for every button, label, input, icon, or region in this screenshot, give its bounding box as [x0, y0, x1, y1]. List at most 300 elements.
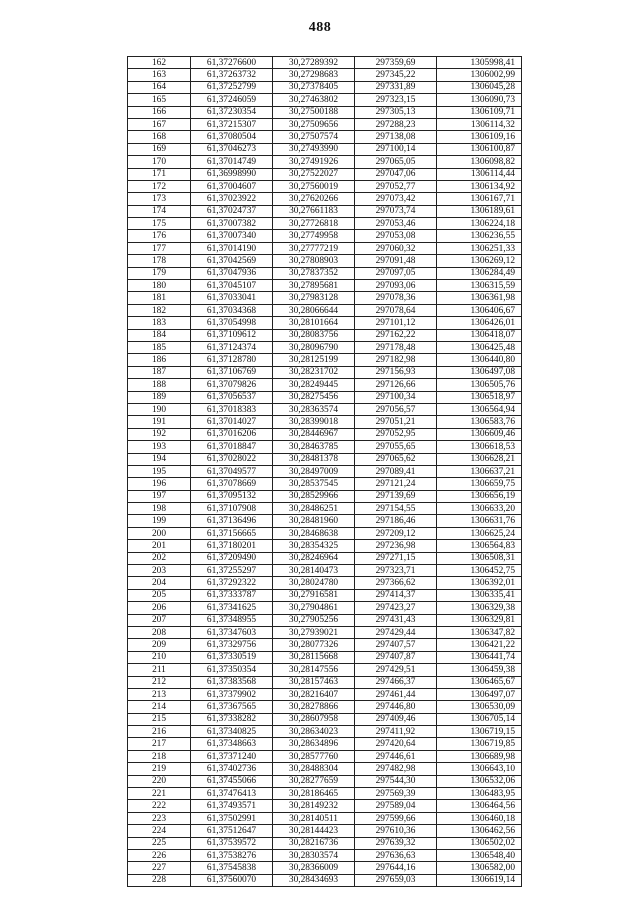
- point-number-cell: 223: [128, 812, 191, 824]
- y-coordinate-cell: 1306347,82: [437, 626, 522, 638]
- longitude-cell: 30,28446967: [273, 428, 355, 440]
- latitude-cell: 61,37014190: [191, 242, 273, 254]
- longitude-cell: 30,28488304: [273, 763, 355, 775]
- y-coordinate-cell: 1306114,44: [437, 168, 522, 180]
- x-coordinate-cell: 297544,30: [355, 775, 437, 787]
- y-coordinate-cell: 1306045,28: [437, 81, 522, 93]
- page-bottom-edge: [0, 900, 640, 901]
- table-row: [128, 478, 522, 490]
- point-number-cell: 227: [128, 862, 191, 874]
- latitude-cell: 61,37106769: [191, 366, 273, 378]
- y-coordinate-cell: 1306167,71: [437, 193, 522, 205]
- longitude-cell: 30,28216736: [273, 837, 355, 849]
- table-row: [128, 589, 522, 601]
- x-coordinate-cell: 297331,89: [355, 81, 437, 93]
- longitude-cell: 30,27983128: [273, 292, 355, 304]
- point-number-cell: 203: [128, 565, 191, 577]
- table-row: [128, 304, 522, 316]
- latitude-cell: 61,37292322: [191, 577, 273, 589]
- longitude-cell: 30,27509656: [273, 118, 355, 130]
- y-coordinate-cell: 1306329,38: [437, 602, 522, 614]
- point-number-cell: 193: [128, 441, 191, 453]
- x-coordinate-cell: 297178,48: [355, 341, 437, 353]
- longitude-cell: 30,28303574: [273, 850, 355, 862]
- latitude-cell: 61,37042569: [191, 255, 273, 267]
- point-number-cell: 208: [128, 626, 191, 638]
- x-coordinate-cell: 297089,41: [355, 465, 437, 477]
- table-row: [128, 267, 522, 279]
- y-coordinate-cell: 1306462,56: [437, 825, 522, 837]
- table-row: [128, 565, 522, 577]
- latitude-cell: 61,37330519: [191, 651, 273, 663]
- longitude-cell: 30,27620266: [273, 193, 355, 205]
- longitude-cell: 30,28607958: [273, 713, 355, 725]
- x-coordinate-cell: 297599,66: [355, 812, 437, 824]
- latitude-cell: 61,37180201: [191, 540, 273, 552]
- longitude-cell: 30,28101664: [273, 317, 355, 329]
- longitude-cell: 30,28278866: [273, 701, 355, 713]
- table-row: [128, 403, 522, 415]
- x-coordinate-cell: 297053,46: [355, 218, 437, 230]
- table-row: [128, 366, 522, 378]
- y-coordinate-cell: 1306483,95: [437, 788, 522, 800]
- table-row: [128, 354, 522, 366]
- table-row: [128, 726, 522, 738]
- latitude-cell: 61,37049577: [191, 465, 273, 477]
- y-coordinate-cell: 1306659,75: [437, 478, 522, 490]
- y-coordinate-cell: 1306619,14: [437, 874, 522, 886]
- table-row: [128, 341, 522, 353]
- latitude-cell: 61,37230354: [191, 106, 273, 118]
- table-row: [128, 441, 522, 453]
- longitude-cell: 30,28529966: [273, 490, 355, 502]
- point-number-cell: 165: [128, 94, 191, 106]
- x-coordinate-cell: 297093,06: [355, 280, 437, 292]
- longitude-cell: 30,27493990: [273, 143, 355, 155]
- y-coordinate-cell: 1306452,75: [437, 565, 522, 577]
- latitude-cell: 61,37095132: [191, 490, 273, 502]
- point-number-cell: 214: [128, 701, 191, 713]
- point-number-cell: 174: [128, 205, 191, 217]
- latitude-cell: 61,37136496: [191, 515, 273, 527]
- latitude-cell: 61,37007340: [191, 230, 273, 242]
- longitude-cell: 30,28577760: [273, 750, 355, 762]
- table-row: [128, 94, 522, 106]
- table-row: [128, 676, 522, 688]
- x-coordinate-cell: 297659,03: [355, 874, 437, 886]
- longitude-cell: 30,27491926: [273, 156, 355, 168]
- x-coordinate-cell: 297100,34: [355, 391, 437, 403]
- longitude-cell: 30,27726818: [273, 218, 355, 230]
- x-coordinate-cell: 297359,69: [355, 57, 437, 69]
- longitude-cell: 30,28147556: [273, 664, 355, 676]
- latitude-cell: 61,37034368: [191, 304, 273, 316]
- point-number-cell: 224: [128, 825, 191, 837]
- longitude-cell: 30,28634023: [273, 726, 355, 738]
- point-number-cell: 182: [128, 304, 191, 316]
- latitude-cell: 61,37402736: [191, 763, 273, 775]
- point-number-cell: 175: [128, 218, 191, 230]
- y-coordinate-cell: 1306633,20: [437, 503, 522, 515]
- latitude-cell: 61,37109612: [191, 329, 273, 341]
- latitude-cell: 61,37347603: [191, 626, 273, 638]
- y-coordinate-cell: 1306090,73: [437, 94, 522, 106]
- y-coordinate-cell: 1306406,67: [437, 304, 522, 316]
- x-coordinate-cell: 297644,16: [355, 862, 437, 874]
- table-row: [128, 242, 522, 254]
- y-coordinate-cell: 1306100,87: [437, 143, 522, 155]
- latitude-cell: 61,37276600: [191, 57, 273, 69]
- table-row: [128, 143, 522, 155]
- latitude-cell: 61,37054998: [191, 317, 273, 329]
- point-number-cell: 187: [128, 366, 191, 378]
- point-number-cell: 168: [128, 131, 191, 143]
- x-coordinate-cell: 297429,51: [355, 664, 437, 676]
- x-coordinate-cell: 297639,32: [355, 837, 437, 849]
- y-coordinate-cell: 1306460,18: [437, 812, 522, 824]
- y-coordinate-cell: 1306564,83: [437, 540, 522, 552]
- longitude-cell: 30,28115668: [273, 651, 355, 663]
- x-coordinate-cell: 297323,15: [355, 94, 437, 106]
- latitude-cell: 61,37246059: [191, 94, 273, 106]
- x-coordinate-cell: 297461,44: [355, 688, 437, 700]
- longitude-cell: 30,28463785: [273, 441, 355, 453]
- x-coordinate-cell: 297056,57: [355, 403, 437, 415]
- table-row: [128, 193, 522, 205]
- longitude-cell: 30,27507574: [273, 131, 355, 143]
- latitude-cell: 61,37255297: [191, 565, 273, 577]
- longitude-cell: 30,28024780: [273, 577, 355, 589]
- x-coordinate-cell: 297345,22: [355, 69, 437, 81]
- table-row: [128, 81, 522, 93]
- y-coordinate-cell: 1306440,80: [437, 354, 522, 366]
- y-coordinate-cell: 1306418,07: [437, 329, 522, 341]
- x-coordinate-cell: 297305,13: [355, 106, 437, 118]
- latitude-cell: 61,37476413: [191, 788, 273, 800]
- table-row: [128, 69, 522, 81]
- longitude-cell: 30,27905256: [273, 614, 355, 626]
- x-coordinate-cell: 297271,15: [355, 552, 437, 564]
- y-coordinate-cell: 1306114,32: [437, 118, 522, 130]
- x-coordinate-cell: 297409,46: [355, 713, 437, 725]
- point-number-cell: 171: [128, 168, 191, 180]
- latitude-cell: 61,37348663: [191, 738, 273, 750]
- x-coordinate-cell: 297097,05: [355, 267, 437, 279]
- latitude-cell: 61,37333787: [191, 589, 273, 601]
- table-row: [128, 738, 522, 750]
- longitude-cell: 30,28634896: [273, 738, 355, 750]
- latitude-cell: 61,36998990: [191, 168, 273, 180]
- table-row: [128, 391, 522, 403]
- y-coordinate-cell: 1306098,82: [437, 156, 522, 168]
- y-coordinate-cell: 1306224,18: [437, 218, 522, 230]
- x-coordinate-cell: 297446,61: [355, 750, 437, 762]
- x-coordinate-cell: 297236,98: [355, 540, 437, 552]
- x-coordinate-cell: 297154,55: [355, 503, 437, 515]
- latitude-cell: 61,37329756: [191, 639, 273, 651]
- longitude-cell: 30,28354325: [273, 540, 355, 552]
- point-number-cell: 192: [128, 428, 191, 440]
- x-coordinate-cell: 297610,36: [355, 825, 437, 837]
- x-coordinate-cell: 297323,71: [355, 565, 437, 577]
- x-coordinate-cell: 297186,46: [355, 515, 437, 527]
- point-number-cell: 204: [128, 577, 191, 589]
- y-coordinate-cell: 1306582,00: [437, 862, 522, 874]
- point-number-cell: 176: [128, 230, 191, 242]
- longitude-cell: 30,28066644: [273, 304, 355, 316]
- x-coordinate-cell: 297065,05: [355, 156, 437, 168]
- table-row: [128, 255, 522, 267]
- point-number-cell: 220: [128, 775, 191, 787]
- latitude-cell: 61,37350354: [191, 664, 273, 676]
- latitude-cell: 61,37047936: [191, 267, 273, 279]
- table-row: [128, 639, 522, 651]
- point-number-cell: 191: [128, 416, 191, 428]
- latitude-cell: 61,37512647: [191, 825, 273, 837]
- y-coordinate-cell: 1306392,01: [437, 577, 522, 589]
- x-coordinate-cell: 297065,62: [355, 453, 437, 465]
- latitude-cell: 61,37209490: [191, 552, 273, 564]
- longitude-cell: 30,28144423: [273, 825, 355, 837]
- point-number-cell: 207: [128, 614, 191, 626]
- longitude-cell: 30,27661183: [273, 205, 355, 217]
- y-coordinate-cell: 1306631,76: [437, 515, 522, 527]
- point-number-cell: 195: [128, 465, 191, 477]
- y-coordinate-cell: 1306459,38: [437, 664, 522, 676]
- longitude-cell: 30,27904861: [273, 602, 355, 614]
- latitude-cell: 61,37338282: [191, 713, 273, 725]
- longitude-cell: 30,27777219: [273, 242, 355, 254]
- latitude-cell: 61,37046273: [191, 143, 273, 155]
- y-coordinate-cell: 1306689,98: [437, 750, 522, 762]
- longitude-cell: 30,28140511: [273, 812, 355, 824]
- table-row: [128, 664, 522, 676]
- point-number-cell: 169: [128, 143, 191, 155]
- point-number-cell: 222: [128, 800, 191, 812]
- latitude-cell: 61,37014027: [191, 416, 273, 428]
- point-number-cell: 181: [128, 292, 191, 304]
- x-coordinate-cell: 297431,43: [355, 614, 437, 626]
- latitude-cell: 61,37252799: [191, 81, 273, 93]
- y-coordinate-cell: 1306502,02: [437, 837, 522, 849]
- x-coordinate-cell: 297589,04: [355, 800, 437, 812]
- latitude-cell: 61,37348955: [191, 614, 273, 626]
- x-coordinate-cell: 297073,74: [355, 205, 437, 217]
- point-number-cell: 209: [128, 639, 191, 651]
- table-row: [128, 812, 522, 824]
- x-coordinate-cell: 297162,22: [355, 329, 437, 341]
- latitude-cell: 61,37379902: [191, 688, 273, 700]
- longitude-cell: 30,27522027: [273, 168, 355, 180]
- latitude-cell: 61,37024737: [191, 205, 273, 217]
- table-row: [128, 428, 522, 440]
- point-number-cell: 210: [128, 651, 191, 663]
- point-number-cell: 217: [128, 738, 191, 750]
- longitude-cell: 30,28096790: [273, 341, 355, 353]
- point-number-cell: 184: [128, 329, 191, 341]
- table-row: [128, 317, 522, 329]
- y-coordinate-cell: 1306548,40: [437, 850, 522, 862]
- point-number-cell: 188: [128, 379, 191, 391]
- table-row: [128, 701, 522, 713]
- longitude-cell: 30,27749958: [273, 230, 355, 242]
- coordinates-table: [127, 56, 522, 887]
- table-row: [128, 453, 522, 465]
- point-number-cell: 199: [128, 515, 191, 527]
- table-row: [128, 292, 522, 304]
- point-number-cell: 185: [128, 341, 191, 353]
- longitude-cell: 30,28157463: [273, 676, 355, 688]
- x-coordinate-cell: 297288,23: [355, 118, 437, 130]
- x-coordinate-cell: 297126,66: [355, 379, 437, 391]
- table-row: [128, 750, 522, 762]
- longitude-cell: 30,28246964: [273, 552, 355, 564]
- x-coordinate-cell: 297121,24: [355, 478, 437, 490]
- point-number-cell: 219: [128, 763, 191, 775]
- longitude-cell: 30,28366009: [273, 862, 355, 874]
- table-row: [128, 602, 522, 614]
- x-coordinate-cell: 297156,93: [355, 366, 437, 378]
- latitude-cell: 61,37056537: [191, 391, 273, 403]
- table-row: [128, 280, 522, 292]
- table-row: [128, 515, 522, 527]
- table-row: [128, 577, 522, 589]
- x-coordinate-cell: 297078,36: [355, 292, 437, 304]
- point-number-cell: 162: [128, 57, 191, 69]
- table-row: [128, 800, 522, 812]
- point-number-cell: 177: [128, 242, 191, 254]
- x-coordinate-cell: 297636,63: [355, 850, 437, 862]
- point-number-cell: 212: [128, 676, 191, 688]
- longitude-cell: 30,28277659: [273, 775, 355, 787]
- y-coordinate-cell: 1306002,99: [437, 69, 522, 81]
- y-coordinate-cell: 1306109,71: [437, 106, 522, 118]
- y-coordinate-cell: 1306269,12: [437, 255, 522, 267]
- table-row: [128, 825, 522, 837]
- table-row: [128, 552, 522, 564]
- y-coordinate-cell: 1306643,10: [437, 763, 522, 775]
- point-number-cell: 221: [128, 788, 191, 800]
- y-coordinate-cell: 1306284,49: [437, 267, 522, 279]
- page-number: 488: [308, 20, 332, 35]
- longitude-cell: 30,28249445: [273, 379, 355, 391]
- point-number-cell: 213: [128, 688, 191, 700]
- latitude-cell: 61,37018847: [191, 441, 273, 453]
- x-coordinate-cell: 297569,39: [355, 788, 437, 800]
- y-coordinate-cell: 1306109,16: [437, 131, 522, 143]
- table-row: [128, 416, 522, 428]
- table-row: [128, 180, 522, 192]
- longitude-cell: 30,28231702: [273, 366, 355, 378]
- x-coordinate-cell: 297182,98: [355, 354, 437, 366]
- longitude-cell: 30,28186465: [273, 788, 355, 800]
- y-coordinate-cell: 1306625,24: [437, 527, 522, 539]
- longitude-cell: 30,28468638: [273, 527, 355, 539]
- latitude-cell: 61,37124374: [191, 341, 273, 353]
- latitude-cell: 61,37018383: [191, 403, 273, 415]
- point-number-cell: 200: [128, 527, 191, 539]
- latitude-cell: 61,37128780: [191, 354, 273, 366]
- latitude-cell: 61,37215307: [191, 118, 273, 130]
- x-coordinate-cell: 297053,08: [355, 230, 437, 242]
- y-coordinate-cell: 1306497,07: [437, 688, 522, 700]
- y-coordinate-cell: 1306251,33: [437, 242, 522, 254]
- longitude-cell: 30,28497009: [273, 465, 355, 477]
- y-coordinate-cell: 1306315,59: [437, 280, 522, 292]
- longitude-cell: 30,28481378: [273, 453, 355, 465]
- point-number-cell: 206: [128, 602, 191, 614]
- point-number-cell: 205: [128, 589, 191, 601]
- y-coordinate-cell: 1306530,09: [437, 701, 522, 713]
- latitude-cell: 61,37538276: [191, 850, 273, 862]
- longitude-cell: 30,28537545: [273, 478, 355, 490]
- point-number-cell: 196: [128, 478, 191, 490]
- table-row: [128, 788, 522, 800]
- point-number-cell: 228: [128, 874, 191, 886]
- latitude-cell: 61,37341625: [191, 602, 273, 614]
- table-row: [128, 713, 522, 725]
- point-number-cell: 202: [128, 552, 191, 564]
- longitude-cell: 30,28216407: [273, 688, 355, 700]
- longitude-cell: 30,27560019: [273, 180, 355, 192]
- longitude-cell: 30,28434693: [273, 874, 355, 886]
- x-coordinate-cell: 297051,21: [355, 416, 437, 428]
- table-row: [128, 614, 522, 626]
- latitude-cell: 61,37371240: [191, 750, 273, 762]
- point-number-cell: 186: [128, 354, 191, 366]
- point-number-cell: 178: [128, 255, 191, 267]
- point-number-cell: 173: [128, 193, 191, 205]
- point-number-cell: 194: [128, 453, 191, 465]
- table-row: [128, 837, 522, 849]
- latitude-cell: 61,37502991: [191, 812, 273, 824]
- y-coordinate-cell: 1306441,74: [437, 651, 522, 663]
- y-coordinate-cell: 1306532,06: [437, 775, 522, 787]
- longitude-cell: 30,28481960: [273, 515, 355, 527]
- latitude-cell: 61,37033041: [191, 292, 273, 304]
- y-coordinate-cell: 1306335,41: [437, 589, 522, 601]
- longitude-cell: 30,27289392: [273, 57, 355, 69]
- latitude-cell: 61,37045107: [191, 280, 273, 292]
- latitude-cell: 61,37004607: [191, 180, 273, 192]
- coordinates-table-body: [128, 57, 522, 887]
- point-number-cell: 172: [128, 180, 191, 192]
- x-coordinate-cell: 297411,92: [355, 726, 437, 738]
- table-row: [128, 862, 522, 874]
- table-row: [128, 503, 522, 515]
- table-row: [128, 168, 522, 180]
- x-coordinate-cell: 297209,12: [355, 527, 437, 539]
- x-coordinate-cell: 297139,69: [355, 490, 437, 502]
- latitude-cell: 61,37028022: [191, 453, 273, 465]
- longitude-cell: 30,27463802: [273, 94, 355, 106]
- y-coordinate-cell: 1306719,15: [437, 726, 522, 738]
- table-row: [128, 106, 522, 118]
- y-coordinate-cell: 1306189,61: [437, 205, 522, 217]
- y-coordinate-cell: 1306361,98: [437, 292, 522, 304]
- y-coordinate-cell: 1306705,14: [437, 713, 522, 725]
- y-coordinate-cell: 1306609,46: [437, 428, 522, 440]
- latitude-cell: 61,37079826: [191, 379, 273, 391]
- x-coordinate-cell: 297101,12: [355, 317, 437, 329]
- latitude-cell: 61,37545838: [191, 862, 273, 874]
- point-number-cell: 225: [128, 837, 191, 849]
- table-row: [128, 218, 522, 230]
- table-row: [128, 527, 522, 539]
- point-number-cell: 166: [128, 106, 191, 118]
- point-number-cell: 167: [128, 118, 191, 130]
- x-coordinate-cell: 297073,42: [355, 193, 437, 205]
